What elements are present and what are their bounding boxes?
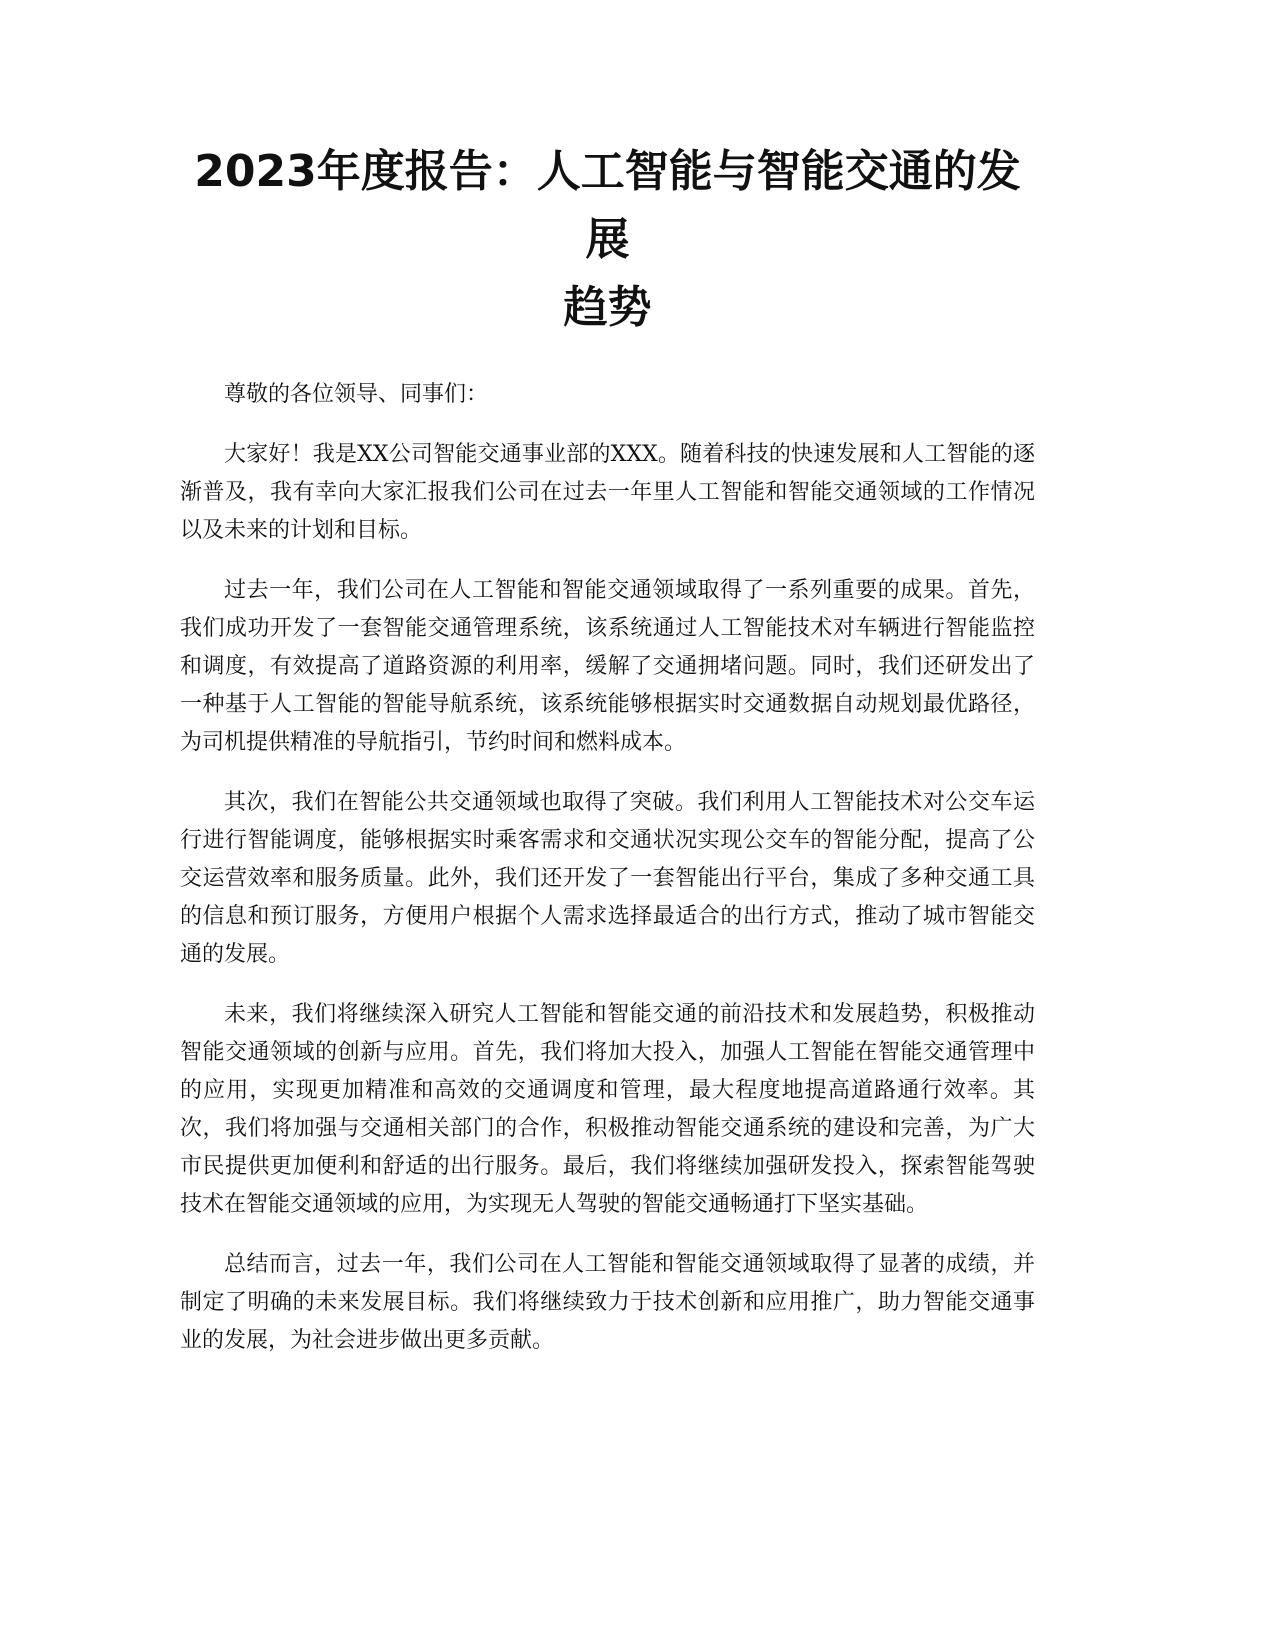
achievements-paragraph: 过去一年，我们公司在人工智能和智能交通领域取得了一系列重要的成果。首先，我们成功开发了一套智能交通管理系统，该系统通过人工智能技术对车辆进行智能监控和调度，有效提高了道路资源的利用率，缓解了交通拥堵问题。同时，我们还研发出了一种基于人工智能的智能导航系统，该系统能够根据实时交通数据自动规划最优路径，为司机提供精准的导航指引，节约时间和燃料成本。 (180, 578, 1035, 755)
conclusion-paragraph: 总结而言，过去一年，我们公司在人工智能和智能交通领域取得了显著的成绩，并制定了明确的未来发展目标。我们将继续致力于技术创新和应用推广，助力智能交通事业的发展，为社会进步做出更多贡献。 (180, 1252, 1035, 1353)
document-title-line-1: 2023年度报告：人工智能与智能交通的发展 (194, 146, 1021, 265)
document-title (180, 138, 1035, 342)
document-page (180, 138, 1035, 1382)
public-transport-paragraph: 其次，我们在智能公共交通领域也取得了突破。我们利用人工智能技术对公交车运行进行智能调度，能够根据实时乘客需求和交通状况实现公交车的智能分配，提高了公交运营效率和服务质量。此外，我们还开发了一套智能出行平台，集成了多种交通工具的信息和预订服务，方便用户根据个人需求选择最适合的出行方式，推动了城市智能交通的发展。 (180, 790, 1035, 967)
future-plans-paragraph: 未来，我们将继续深入研究人工智能和智能交通的前沿技术和发展趋势，积极推动智能交通领域的创新与应用。首先，我们将加大投入，加强人工智能在智能交通管理中的应用，实现更加精准和高效的交通调度和管理，最大程度地提高道路通行效率。其次，我们将加强与交通相关部门的合作，积极推动智能交通系统的建设和完善，为广大市民提供更加便利和舒适的出行服务。最后，我们将继续加强研发投入，探索智能驾驶技术在智能交通领域的应用，为实现无人驾驶的智能交通畅通打下坚实基础。 (180, 1002, 1035, 1217)
salutation-paragraph: 尊敬的各位领导、同事们： (224, 382, 489, 407)
introduction-paragraph: 大家好！我是XX公司智能交通事业部的XXX。随着科技的快速发展和人工智能的逐渐普及，我有幸向大家汇报我们公司在过去一年里人工智能和智能交通领域的工作情况以及未来的计划和目标。 (180, 442, 1035, 543)
document-title-line-2: 趋势 (563, 282, 652, 333)
